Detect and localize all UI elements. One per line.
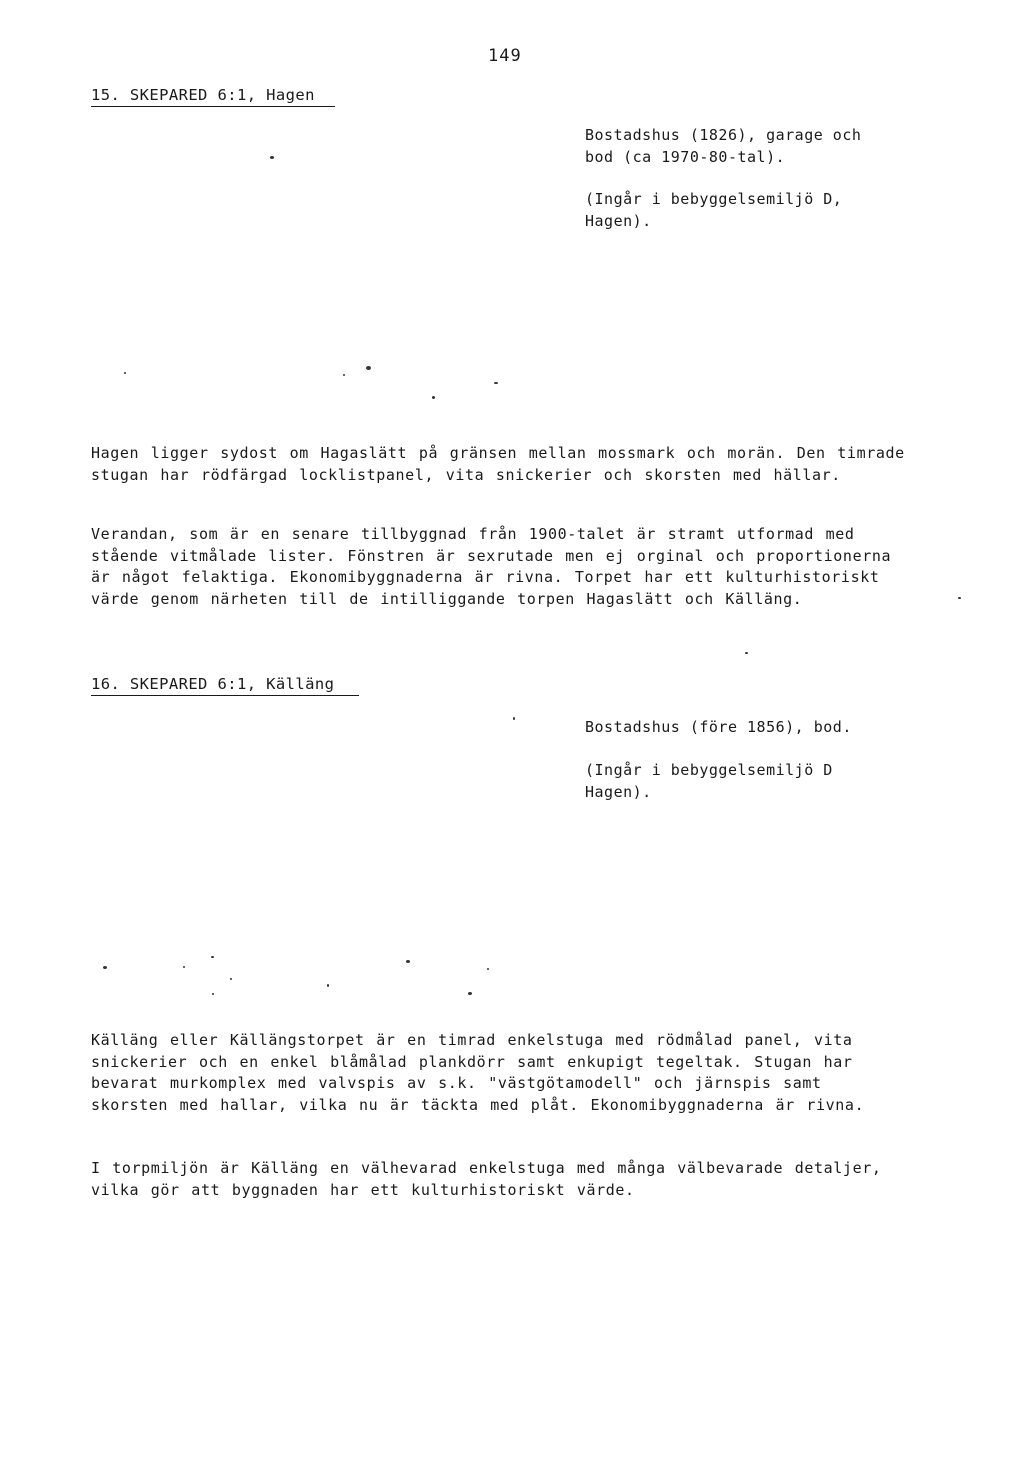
section-16-buildings: Bostadshus (före 1856), bod.: [585, 718, 852, 736]
section-15-paragraph-2: Verandan, som är en senare tillbyggnad från 1900-talet är stramt utformad med stående vitmålade lister. Fönstren är sexrutade men ej orginal och proportionerna är något felaktiga. Ekonomibyggnaderna är rivna. Torpet har ett kulturhistoriskt värde genom närheten till de intilliggande torpen Hagaslätt och Källäng.: [91, 525, 892, 608]
scan-speck: [270, 156, 274, 159]
section-16-environment: (Ingår i bebyggelsemiljö D Hagen).: [585, 761, 833, 801]
scan-speck: [432, 396, 435, 399]
section-16-paragraph-1: Källäng eller Källängstorpet är en timrad enkelstuga med rödmålad panel, vita snickerier och en enkel blåmålad plankdörr samt enkupigt tegeltak. Stugan har bevarat murkomplex med valvspis av s.k. "västgötamodell" och järnspis samt skorsten med hallar, vilka nu är täckta med plåt. Ekonomibyggnaderna är rivna.: [91, 1031, 865, 1114]
scan-speck: [212, 993, 214, 995]
scan-speck: [468, 992, 472, 995]
scan-speck: [487, 968, 489, 970]
scan-speck: [366, 366, 371, 370]
page-number: 149: [488, 46, 522, 66]
section-heading-15: 15. SKEPARED 6:1, Hagen: [91, 86, 335, 107]
scan-speck: [745, 652, 748, 654]
scan-speck: [513, 717, 515, 720]
section-heading-16: 16. SKEPARED 6:1, Källäng: [91, 675, 359, 696]
scan-speck: [494, 382, 498, 384]
scan-speck: [124, 372, 126, 374]
scan-speck: [343, 374, 345, 376]
section-15-paragraph-1: Hagen ligger sydost om Hagaslätt på gränsen mellan mossmark och morän. Den timrade stugan har rödfärgad locklistpanel, vita snickerier och skorsten med hällar.: [91, 444, 905, 484]
scan-speck: [958, 597, 961, 599]
scan-speck: [103, 966, 107, 969]
scan-speck: [211, 956, 214, 958]
scan-speck: [406, 960, 410, 963]
scan-speck: [327, 984, 329, 987]
section-15-buildings: Bostadshus (1826), garage och bod (ca 1970-80-tal).: [585, 126, 862, 166]
scan-speck: [230, 978, 232, 980]
section-16-paragraph-2: I torpmiljön är Källäng en välhevarad enkelstuga med många välbevarade detaljer, vilka gör att byggnaden har ett kulturhistoriskt värde.: [91, 1159, 882, 1199]
scan-speck: [183, 966, 185, 968]
section-15-environment: (Ingår i bebyggelsemiljö D, Hagen).: [585, 190, 843, 230]
